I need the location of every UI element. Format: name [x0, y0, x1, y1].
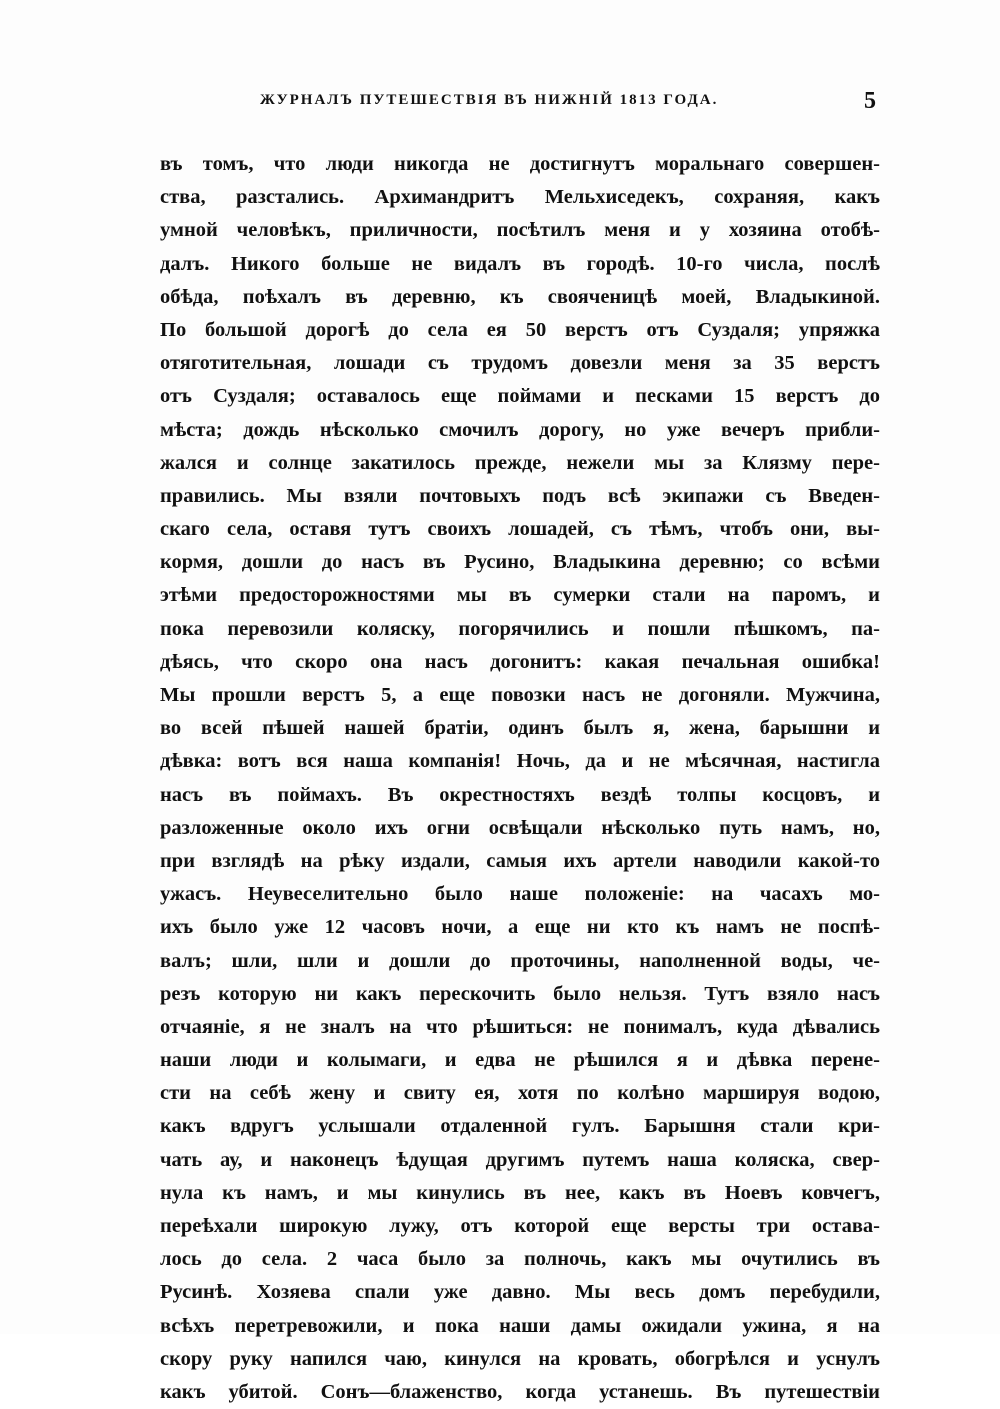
text-line: отяготительная, лошади съ трудомъ довезли меня за 35 верстъ — [160, 352, 880, 375]
text-line: переѣхали широкую лужу, отъ которой еще версты три остава- — [160, 1215, 880, 1237]
text-line: правились. Мы взяли почтовыхъ подъ всѣ экипажи съ Введен- — [160, 484, 880, 507]
running-title: ЖУРНАЛЪ ПУТЕШЕСТВІЯ ВЪ НИЖНІЙ 1813 ГОДА. — [260, 92, 719, 108]
text-line: чать ау, и наконецъ ѣдущая другимъ путемъ наша коляска, свер- — [160, 1148, 880, 1171]
page-number: 5 — [864, 88, 876, 114]
running-head — [160, 88, 880, 118]
text-line: при взглядѣ на рѣку издали, самыя ихъ артели наводили какой-то — [160, 849, 880, 872]
text-line: пока перевозили коляску, погорячились и пошли пѣшкомъ, па- — [160, 617, 880, 640]
text-line: разложенные около ихъ огни освѣщали нѣсколько путь намъ, но, — [160, 816, 880, 839]
text-line: этѣми предосторожностями мы въ сумерки стали на паромъ, и — [160, 584, 880, 607]
text-line: въ томъ, что люди никогда не достигнутъ моральнаго совершен- — [160, 153, 880, 175]
text-line: во всей пѣшей нашей братіи, одинъ былъ я, жена, барышни и — [160, 717, 880, 740]
text-line: какъ убитой. Сонъ—блаженство, когда устанешь. Въ путешествіи — [160, 1380, 880, 1403]
text-line: мѣста; дождь нѣсколько смочилъ дорогу, но уже вечеръ прибли- — [160, 418, 880, 441]
text-line: кормя, дошли до насъ въ Русино, Владыкина деревню; со всѣми — [160, 551, 880, 574]
text-line: Русинѣ. Хозяева спали уже давно. Мы весь домъ перебудили, — [160, 1281, 880, 1304]
text-line: ихъ было уже 12 часовъ ночи, а еще ни кто къ намъ не поспѣ- — [160, 916, 880, 939]
text-line: резъ которую ни какъ перескочить было нельзя. Тутъ взяло насъ — [160, 982, 880, 1005]
text-line: ства, разстались. Архимандритъ Мельхиседекъ, сохраняя, какъ — [160, 186, 880, 209]
text-line: какъ вдругъ услышали отдаленной гулъ. Барышня стали кри- — [160, 1115, 880, 1138]
text-line: всѣхъ перетревожили, и пока наши дамы ожидали ужина, я на — [160, 1314, 880, 1337]
text-line: сти на себѣ жену и свиту ея, хотя по колѣно маршируя водою, — [160, 1082, 880, 1105]
text-line: отчаяніе, я не зналъ на что рѣшиться: не понималъ, куда дѣвались — [160, 1015, 880, 1038]
text-line: далъ. Никого больше не видалъ въ городѣ. 10-го числа, послѣ — [160, 252, 880, 275]
text-line: скору руку напился чаю, кинулся на кровать, обогрѣлся и уснулъ — [160, 1347, 880, 1370]
text-line: скаго села, оставя тутъ своихъ лошадей, съ тѣмъ, чтобъ они, вы- — [160, 518, 880, 541]
text-line: жался и солнце закатилось прежде, нежели мы за Клязму пере- — [160, 451, 880, 474]
body-text — [160, 148, 880, 1409]
text-line: ужасъ. Неувеселительно было наше положеніе: на часахъ мо- — [160, 883, 880, 906]
text-line: валъ; шли, шли и дошли до проточины, наполненной воды, че- — [160, 949, 880, 972]
text-line: нула къ намъ, и мы кинулись въ нее, какъ въ Ноевъ ковчегъ, — [160, 1181, 880, 1204]
text-line: дѣвка: вотъ вся наша компанія! Ночь, да и не мѣсячная, настигла — [160, 750, 880, 773]
text-line: По большой дорогѣ до села ея 50 верстъ отъ Суздаля; упряжка — [160, 318, 880, 341]
text-line: умной человѣкъ, приличности, посѣтилъ меня и у хозяина отобѣ- — [160, 219, 880, 242]
text-line: наши люди и колымаги, и едва не рѣшился я и дѣвка перене- — [160, 1049, 880, 1072]
text-line: обѣда, поѣхалъ въ деревню, къ свояченицѣ моей, Владыкиной. — [160, 285, 880, 308]
text-line: отъ Суздаля; оставалось еще поймами и песками 15 верстъ до — [160, 385, 880, 408]
text-line: дѣясь, что скоро она насъ догонитъ: какая печальная ошибка! — [160, 650, 880, 673]
text-line: насъ въ поймахъ. Въ окрестностяхъ вездѣ толпы косцовъ, и — [160, 783, 880, 806]
text-line: Мы прошли верстъ 5, а еще повозки насъ не догоняли. Мужчина, — [160, 684, 880, 706]
text-line: лось до села. 2 часа было за полночь, какъ мы очутились въ — [160, 1248, 880, 1271]
